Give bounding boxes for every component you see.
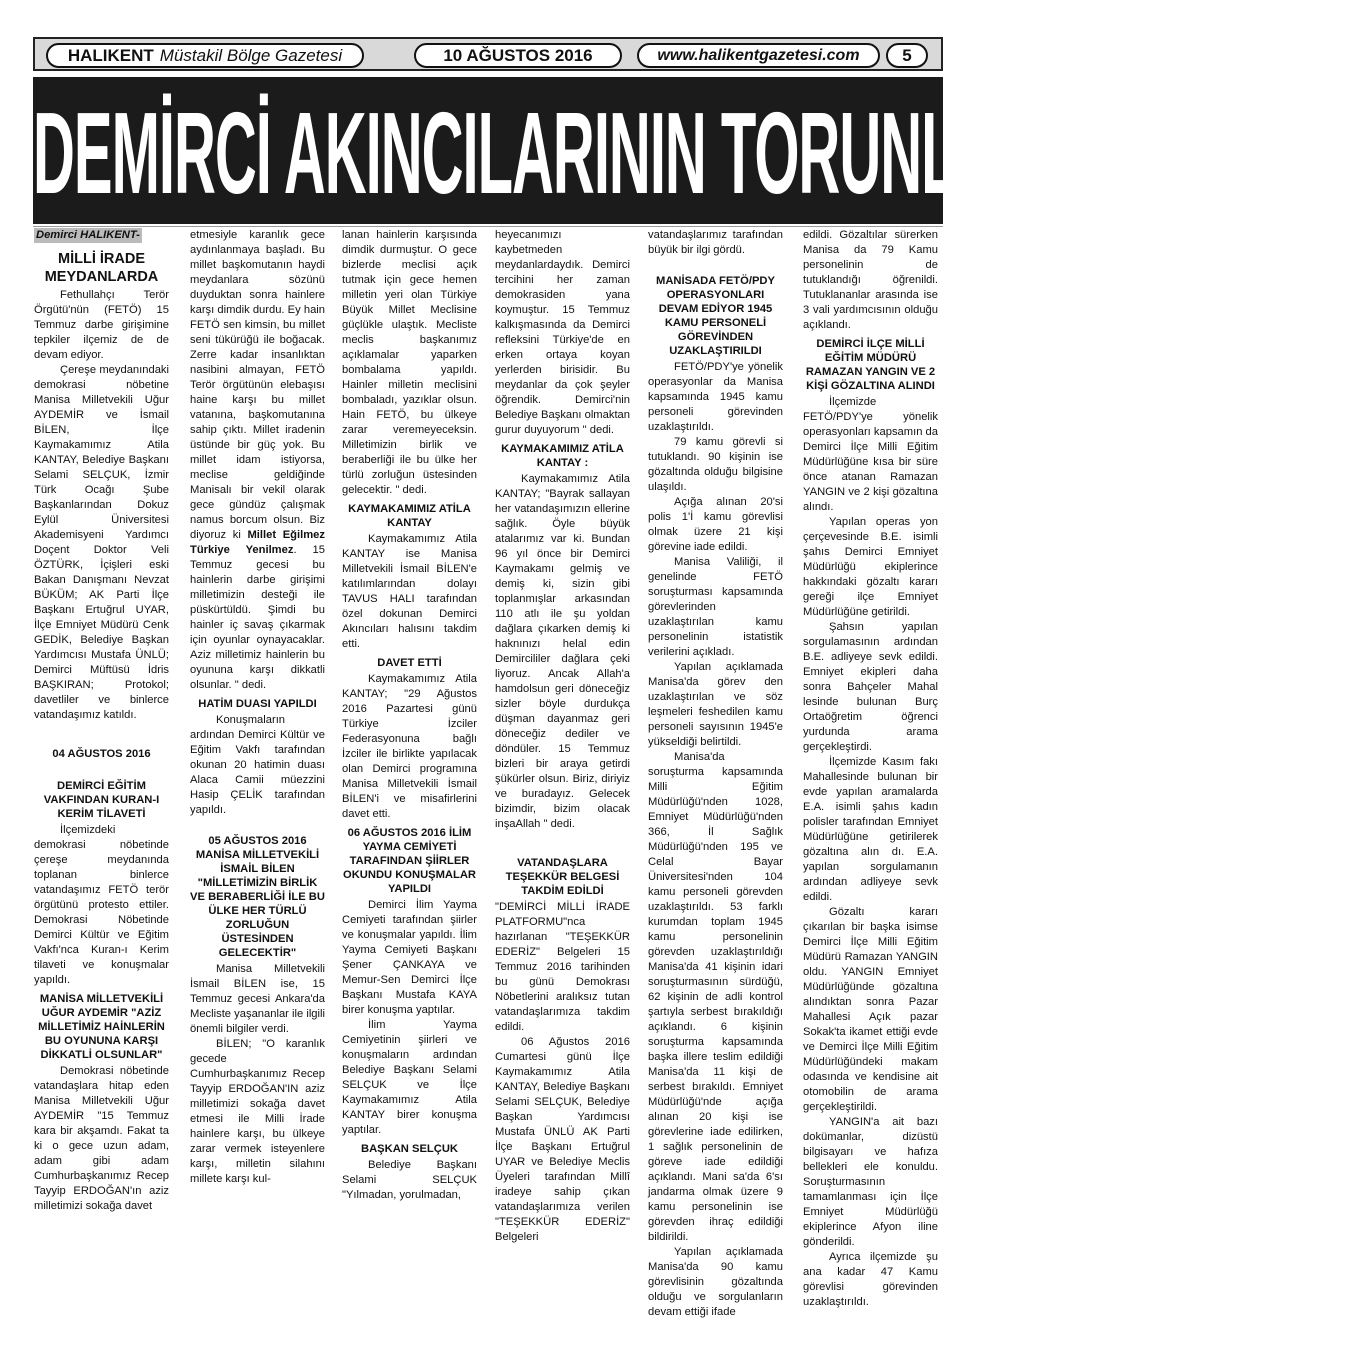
paragraph: BİLEN; "O karanlık gecede Cumhurbaşkanımız Recep Tayyip ERDOĞAN'IN aziz milletimizi sokağa davet etmesi ile Milli İrade hainlere karşı, bu ülkeye zarar vermek isteyenlere karşı, milletin silahını millete karşı kul- (190, 1038, 325, 1185)
spacer (34, 723, 169, 743)
article-column-5 (648, 228, 783, 1343)
paragraph: heyecanımızı kaybetmeden meydanlardaydık. Demirci tercihini her zaman demokrasiden yana koymuştur. 15 Temmuz kalkışmasında da Demirci refleksini Türkiye'de en erken ortaya koyan yerlerden birisidir. Bu meydanlar da çok şeyler öğrendik. Demirci'nin Belediye Başkanı olmaktan gurur duyuyorum " dedi. (495, 229, 630, 436)
paragraph: Manisa Milletvekili İsmail BİLEN ise, 15 Temmuz gecesi Ankara'da Mecliste yaşananlar ile ilgili önemli bilgiler verdi. (190, 963, 325, 1035)
bold-phrase: Millet Eğilmez Türkiye Yenilmez (190, 529, 325, 556)
article-column-6 (803, 228, 938, 1343)
paragraph: Fethullahçı Terör Örgütü'nün (FETÖ) 15 Temmuz darbe girişimine tepkiler ilçemiz de de devam ediyor. (34, 289, 169, 362)
section-heading: KAYMAKAMIMIZ ATİLA KANTAY (348, 503, 471, 529)
paragraph: İlçemizde FETÖ/PDY'ye yönelik operasyonları kapsamın da Demirci İlçe Milli Eğitim Müdürlüğüne kısa bir süre önce atanan Ramazan YANGIN ve 2 kişi gözaltına alındı. (803, 396, 938, 513)
paper-name: HALIKENT (67, 45, 154, 65)
headline-text: DEMİRCİ AKINCILARININ TORUNLARI GÖREVDE (33, 89, 1351, 219)
website-link[interactable]: www.halikentgazetesi.com (637, 43, 880, 68)
spacer (190, 818, 325, 830)
paragraph: Kaymakamımız Atila KANTAY; "29 Ağustos 2016 Pazartesi günü Türkiye İzciler Federasyonuna bağlı İzciler ile birlikte yapılacak olan Demirci programına Manisa Milletvekili İsmail BİLEN'i ve misafirlerini davet etti. (342, 673, 477, 820)
paragraph: Yapılan açıklamada Manisa'da görev den uzaklaştırılan ve söz leşmeleri feshedilen kamu personeli sayısının 1945'e yükseldiği belirtildi. (648, 661, 783, 748)
paragraph: Manisa'da soruşturma kapsamında Milli Eğitim Müdürlüğü'nden 1028, Emniyet Müdürlüğü'nden 366, İl Sağlık Müdürlüğü'nden 195 ve Celal Bayar Üniversitesi'nden 104 kamu personeli görevden uzaklaştırıldı. 53 farklı kurumdan toplam 1945 kamu personelinin görevden uzaklaştırıldığı Manisa'da 41 kişinin idari soruşturmasının sürdüğü, 62 kişinin de adli kontrol şartıyla serbest bırakıldığı açıklandı. 6 kişinin soruşturma kapsamında başka illere teslim edildiği Manisa'da 11 kişi de serbest bırakıldı. Emniyet Müdürlüğü'nde açığa alınan 20 kişi ise görevlerine iade edilirken, 1 sağlık personelinin de göreve iade edildiği açıklandı. Mani sa'da 6'sı jandarma olmak üzere 9 kamu personelinin ise görevden ihraç edildiği bildirildi. (648, 751, 783, 1243)
paragraph: Yapılan açıklamada Manisa'da 90 kamu görevlisinin gözaltında olduğu ve sorgulanların devam ettiği ifade (648, 1246, 783, 1318)
paragraph: 79 kamu görevli si tutuklandı. 90 kişinin ise gözaltında olduğu bilgisine ulaşıldı. (648, 436, 783, 493)
paper-subtitle: Müstakil Bölge Gazetesi (159, 45, 343, 65)
paper-name-pill (46, 43, 364, 68)
paragraph: İlçemizdeki demokrasi nöbetinde çereşe meydanında toplanan binlerce vatandaşımız FETÖ terör örgütünü protesto ettiler. Demokrasi Nöbetinde Demirci Kültür ve Eğitim Vakfı'nca Kuran-ı Kerim tilaveti ve konuşmalar yapıldı. (34, 824, 169, 987)
paragraph: Konuşmaların ardından Demirci Kültür ve Eğitim Vakfı tarafından okunan 20 hatimin duası Alaca Camii müezzini Hasip ÇELİK tarafından yapıldı. (190, 714, 325, 816)
paragraph: İlim Yayma Cemiyetinin şiirleri ve konuşmaların ardından Belediye Başkanı Selami SELÇUK ve İlçe Kaymakamımız Atila KANTAY birer konuşma yaptılar. (342, 1019, 477, 1136)
section-heading: 05 AĞUSTOS 2016 MANİSA MİLLETVEKİLİ İSMAİL BİLEN "MİLLETİMİZİN BİRLİK VE BERABERLİĞİ İLE BU ÜLKE HER TÜRLÜ ZORLUĞUN ÜSTESİNDEN GELECEKTİR" (190, 835, 325, 959)
divider (33, 226, 943, 227)
paragraph: Açığa alınan 20'si polis 1'İ kamu görevlisi olmak üzere 21 kişi görevine iade edildi. (648, 496, 783, 553)
section-heading: DEMİRCİ EĞİTİM VAKFINDAN KURAN-I KERİM TİLAVETİ (43, 780, 160, 821)
article-column-3 (342, 228, 477, 1343)
issue-date: 10 AĞUSTOS 2016 (414, 43, 622, 68)
article-column-4 (495, 228, 630, 1343)
paragraph: Demokrasi nöbetinde vatandaşlara hitap eden Manisa Milletvekili Uğur AYDEMİR "15 Temmuz kara bir akşamdı. Fakat ta ki o gece uzun adam, adam gibi adam Cumhurbaşkanımız Recep Tayyip ERDOĞAN'ın aziz milletimizi sokağa davet (34, 1065, 169, 1213)
paragraph: Ayrıca ilçemizde şu ana kadar 47 Kamu görevlisi görevinden uzaklaştırıldı. (803, 1251, 938, 1308)
section-heading: DEMİRCİ İLÇE MİLLİ EĞİTİM MÜDÜRÜ RAMAZAN YANGIN VE 2 KİŞİ GÖZALTINA ALINDI (805, 338, 936, 392)
paragraph: Belediye Başkanı Selami SELÇUK "Yılmadan, yorulmadan, (342, 1159, 477, 1201)
paragraph: YANGIN'a ait bazı dokümanlar, dizüstü bilgisayarı ve hafıza bellekleri ele konuldu. Soruşturmasının tamamlanması için İlçe Emniyet Müdürlüğü ekiplerince Afyon iline gönderildi. (803, 1116, 938, 1248)
section-heading: VATANDAŞLARA TEŞEKKÜR BELGESİ TAKDİM EDİLDİ (505, 857, 620, 897)
section-heading: 06 AĞUSTOS 2016 İLİM YAYMA CEMİYETİ TARAFINDAN ŞİİRLER OKUNDU KONUŞMALAR YAPILDI (343, 827, 476, 895)
paragraph: Yapılan operas yon çerçevesinde B.E. isimli şahıs Demirci Emniyet Müdürlüğü ekiplerince hakkındaki gözaltı kararı gereği ilçe Emniyet Müdürlüğüne getirildi. (803, 516, 938, 618)
section-heading: MANİSA MİLLETVEKİLİ UĞUR AYDEMİR "AZİZ MİLLETİMİZ HAİNLERİN BU OYUNUNA KARŞI DİKKATLİ OLSUNLAR" (38, 993, 165, 1062)
paragraph: 06 Ağustos 2016 Cumartesi günü İlçe Kaymakamımız Atila KANTAY, Belediye Başkanı Selami SELÇUK, Belediye Başkan Yardımcısı Mustafa ÜNLÜ AK Parti İlçe Başkanı Ertuğrul UYAR ve Belediye Meclis Üyeleri tarafından Millî iradeye sahip çıkan vatandaşlarımıza verilen "TEŞEKKÜR EDERİZ" Belgeleri (495, 1036, 630, 1243)
paragraph: Şahsın yapılan sorgulamasının ardından B.E. adliyeye sevk edildi. Emniyet ekipleri daha sonra Bahçeler Mahal lesinde bulunan Burç Ortaöğretim öğrenci yurdunda arama gerçekleştirdi. (803, 621, 938, 753)
paragraph: Kaymakamımız Atila KANTAY; "Bayrak sallayan her vatandaşımızın ellerine sağlık. Öyle büyük atalarımız var ki. Bundan 96 yıl önce bir Demirci Kaymakamı gelmiş ve demiş ki, sizin gibi toplanmışlar arkasından 110 atlı ile şu yoldan dağlara çıkarken demiş ki haknınızı helal edin Demircililer dağlara çeki liyoruz. Ancak Allah'a hamdolsun geri döneceğiz sizler böyle durdukça düşman dayanmaz geri döneceğiz dediler ve döndüler. 15 Temmuz bizleri bir araya getirdi şükürler olsun. Biriz, diriyiz ve buradayız. Gelecek bizimdir, bizim olacak inşaAllah " dedi. (495, 473, 630, 830)
spacer (495, 832, 630, 852)
spacer (648, 258, 783, 270)
paragraph: Çereşe meydanındaki demokrasi nöbetine Manisa Milletvekili Uğur AYDEMİR ve İsmail BİLEN, İlçe Kaymakamımız Atila KANTAY, Belediye Başkanı Selami SELÇUK, İzmir Türk Ocağı Şube Başkanlarından Dokuz Eylül Üniversitesi Akademisyeni Yardımcı Doçent Doktor Veli ÖZTÜRK, İçişleri eski Bakan Danışmanı Nevzat BÜKÜM; AK Parti İlçe Başkanı Ertuğrul UYAR, İlçe Emniyet Müdürü Cenk GEDİK, Belediye Başkan Yardımcısı Mustafa ÜNLÜ; Demirci Müftüsü İdris BAŞKIRAN; Protokol; davetliler ve binlerce vatandaşımız katıldı. (34, 364, 169, 722)
section-heading: KAYMAKAMIMIZ ATİLA KANTAY : (501, 443, 624, 469)
paragraph: FETÖ/PDY'ye yönelik operasyonlar da Manisa kapsamında 1945 kamu personeli görevinden uzaklaştırıldı. (648, 361, 783, 433)
article-column-2 (190, 228, 325, 1343)
paragraph-text: etmesiyle karanlık gece aydınlanmaya başladı. Bu millet başkomutanın haydi meydanlara sözünü duyduktan sonra hainlere karşı dimdik durdu. Ey hain FETÖ sen kimsin, bu millet seni tükürüğü ile boğacak. Zerre kadar insanlıktan nasibini almayan, FETÖ Terör örgütünün elebaşısı haine karşı bu millet vatanına, başkomutanına sahip çıktı. Millet iradenin üstünde bir güç yok. Bu millet idam istiyorsa, meclise geldiğinde Manisalı bir vekil olarak gece gündüz çalışmak namus borcum olsun. Biz diyoruz ki (190, 229, 325, 541)
article-column-1 (34, 228, 169, 1343)
section-heading: MANİSADA FETÖ/PDY OPERASYONLARI DEVAM EDİYOR 1945 KAMU PERSONELİ GÖREVİNDEN UZAKLAŞTIRILDI (656, 275, 775, 357)
section-heading: BAŞKAN SELÇUK (361, 1143, 458, 1155)
spacer (34, 763, 169, 775)
paragraph: vatandaşlarımız tarafından büyük bir ilgi gördü. (648, 229, 783, 256)
date-heading: 04 AĞUSTOS 2016 (52, 748, 151, 761)
paragraph: Demirci İlim Yayma Cemiyeti tarafından şiirler ve konuşmalar yapıldı. İlim Yayma Cemiyeti Başkanı Şener ÇANKAYA ve Memur-Sen Demirci İlçe Başkanı Mustafa KAYA birer konuşma yaptılar. (342, 899, 477, 1016)
paragraph: Kaymakamımız Atila KANTAY ise Manisa Milletvekili İsmail BİLEN'e katılımlarından dolayı TAVUS HALI tarafından özel dokunan Demirci Akıncıları halısını takdim etti. (342, 533, 477, 650)
section-heading: MİLLİ İRADE MEYDANLARDA (44, 251, 159, 286)
paragraph (190, 228, 325, 693)
section-heading: DAVET ETTİ (377, 657, 442, 669)
paragraph: Manisa Valiliği, il genelinde FETÖ soruşturması kapsamında görevlerinden uzaklaştırılan kamu personelinin istatistik verilerini açıkladı. (648, 556, 783, 658)
paragraph: İlçemizde Kasım fakı Mahallesinde bulunan bir evde yapılan aramalarda E.A. isimli şahıs kadın polisler tarafından Emniyet Müdürlüğüne getirilerek gözaltına alın dı. E.A. yapılan sorgulamanın ardından adliyeye sevk edildi. (803, 756, 938, 903)
paragraph: "DEMİRCİ MİLLİ İRADE PLATFORMU"nca hazırlanan "TEŞEKKÜR EDERİZ" Belgeleri 15 Temmuz 2016 tarihinden bu günü Demokrası Nöbetlerini aralıksız tutan vatandaşlarımıza takdim edildi. (495, 901, 630, 1033)
paragraph-text: . 15 Temmuz gecesi bu hainlerin darbe girişimi milletimizin desteği ile püskürtüldü. Şimdi bu hainler iç savaş çıkarmak için oyunlar oynayacaklar. Aziz milletimiz hainlerin bu oyununa karşı dikkatli olsunlar. " dedi. (190, 544, 325, 691)
section-heading: HATİM DUASI YAPILDI (198, 698, 317, 710)
page-number: 5 (886, 43, 928, 68)
headline-banner (33, 77, 1351, 224)
kicker: Demirci HALIKENT- (36, 229, 140, 241)
paragraph: edildi. Gözaltılar sürerken Manisa da 79 Kamu personelinin de tutuklandığı öğrenildi. Tutuklananlar arasında ise 3 vali yardımcısının olduğu açıklandı. (803, 229, 938, 331)
paragraph: lanan hainlerin karşısında dimdik durmuştur. O gece bizlerde meclisi açık tutmak için gece hemen milletin yeri olan Türkiye Büyük Millet Meclisine güçlükle ulaştık. Mecliste meclis başkanımız açıklamalar yaparken bombalama yapıldı. Hainler milletin meclisini bombaladı, yazıklar olsun. Hain FETÖ, bu ülkeye zarar veremeyeceksin. Milletimizin birlik ve beraberliği ile bu ülke her türlü zorluğun üstesinden gelecektir. " dedi. (342, 229, 477, 496)
paragraph: Gözaltı kararı çıkarılan bir başka isimse Demirci İlçe Milli Eğitim Müdürü Ramazan YANGIN oldu. YANGIN Emniyet Müdürlüğünde gözaltına alındıktan sonra Pazar Mahallesi Açık pazar Sokak'ta ikamet ettiği evde ve Demirci İlçe Milli Eğitim Müdürlüğündeki makam odasında ve kendisine ait otomobilin de arama gerçekleştirildi. (803, 906, 938, 1113)
